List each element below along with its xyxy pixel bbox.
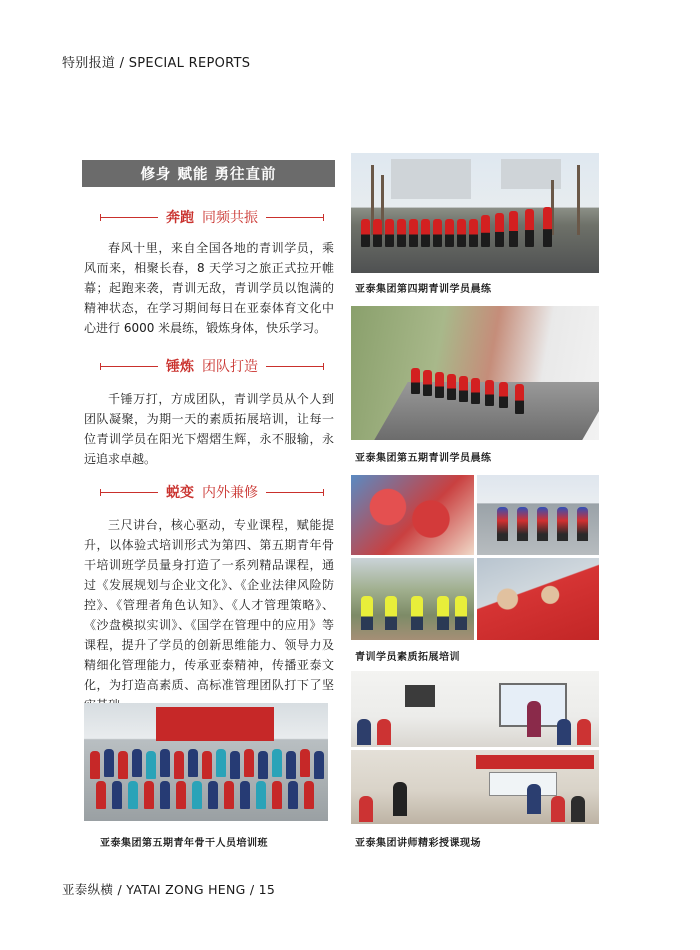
photo-team-building-2 — [477, 475, 599, 555]
section-heading-run — [100, 205, 324, 229]
section-body-run: 春风十里，来自全国各地的青训学员，乘风而来，相聚长春，8 天学习之旅正式拉开帷幕；起跑来袭，青训无敌，青训学员以饱满的精神状态，在学习期间每日在亚泰体育文化中心进行 6000 米晨练，锻炼身体，快乐学习。 — [84, 241, 334, 335]
section-subtitle: 同频共振 — [202, 210, 258, 226]
heading-rule-right — [266, 217, 324, 218]
article-title: 修身 赋能 勇往直前 — [82, 160, 335, 187]
photo-team-building-3 — [351, 558, 474, 640]
section-keyword: 奔跑 — [166, 210, 194, 226]
section-body-transform: 三尺讲台，核心驱动，专业课程，赋能提升，以体验式培训形式为第四、第五期青年骨干培训班学员量身打造了一系列精品课程，通过《发展规划与企业文化》、《企业法律风险防控》、《管理者角色认知》、《人才管理策略》、《沙盘模拟实训》、《国学在管理中的应用》等课程，提升了学员的创新思维能力、领导力及精细化管理能力，传承亚泰精神，传播亚泰文化，为打造高素质、高标准管理团队打下了坚 — [84, 518, 334, 692]
heading-rule-left — [100, 492, 158, 493]
page-header: 特别报道 / SPECIAL REPORTS — [62, 56, 251, 71]
caption-team-building: 青训学员素质拓展培训 — [355, 652, 460, 663]
caption-lecture: 亚泰集团讲师精彩授课现场 — [355, 838, 481, 849]
section-keyword: 蜕变 — [166, 485, 194, 501]
section-body-forge: 千锤万打，方成团队，青训学员从个人到团队凝聚，为期一天的素质拓展培训，让每一位青训学员在阳光下熠熠生辉，永不服输，永远追求卓越。 — [84, 392, 334, 466]
caption-morning-run-4th: 亚泰集团第四期青训学员晨练 — [355, 284, 492, 295]
photo-morning-run-4th — [351, 153, 599, 273]
photo-morning-run-5th — [351, 306, 599, 440]
section-heading-transform — [100, 480, 324, 504]
heading-rule-right — [266, 366, 324, 367]
page-footer: 亚泰纵横 / YATAI ZONG HENG / 15 — [62, 882, 276, 897]
photo-lecture-2 — [351, 750, 599, 824]
heading-rule-left — [100, 217, 158, 218]
section-subtitle: 团队打造 — [202, 359, 258, 375]
section-keyword: 锤炼 — [166, 359, 194, 375]
photo-group-5th-class — [84, 703, 328, 821]
photo-lecture-1 — [351, 671, 599, 747]
photo-team-building-4 — [477, 558, 599, 640]
heading-rule-right — [266, 492, 324, 493]
photo-team-building-1 — [351, 475, 474, 555]
heading-rule-left — [100, 366, 158, 367]
caption-morning-run-5th: 亚泰集团第五期青训学员晨练 — [355, 453, 492, 464]
section-subtitle: 内外兼修 — [202, 485, 258, 501]
section-heading-forge — [100, 354, 324, 378]
caption-group-photo: 亚泰集团第五期青年骨干人员培训班 — [100, 838, 268, 849]
